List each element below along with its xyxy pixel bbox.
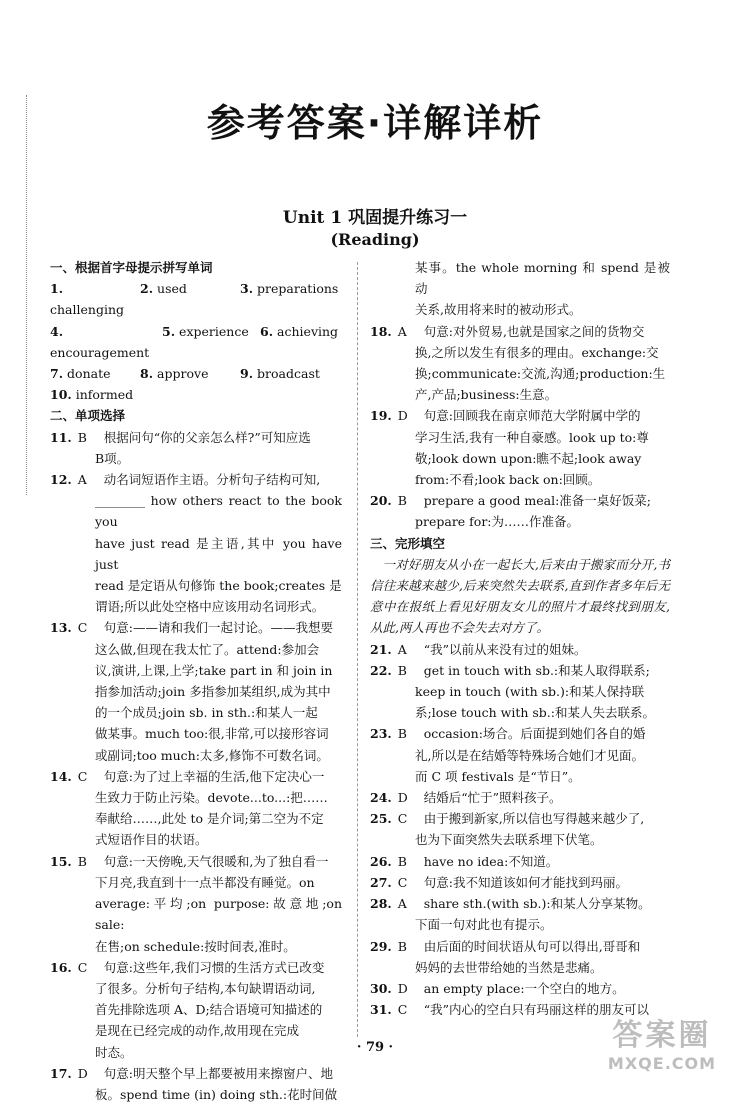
page-number: · 79 · bbox=[356, 1040, 394, 1055]
page-title: 参考答案·详解详析 bbox=[206, 101, 544, 145]
left-column bbox=[50, 257, 342, 1105]
answer-item: 30. D an empty place:一个空白的地方。 bbox=[370, 980, 625, 996]
answer-item: 14. C 句意:为了过上幸福的生活,他下定决心一 生致力于防止污染。devote...to...:把…… 奉献给……,此处 to 是介词;第二空为不定 式短语作目的状语。 bbox=[50, 768, 328, 848]
spelling-row: 7. donate 8. approve 9. broadcast bbox=[50, 366, 320, 382]
watermark bbox=[592, 1010, 732, 1073]
section-heading-spelling: 一、根据首字母提示拼写单词 bbox=[50, 260, 213, 275]
spelling-row: 4. encouragement 5. experience 6. achieving bbox=[50, 323, 339, 360]
section-heading-single-choice: 二、单项选择 bbox=[50, 408, 126, 424]
watermark-logo: 答案圈 bbox=[612, 1018, 712, 1053]
right-column bbox=[370, 257, 670, 1020]
column-divider bbox=[357, 262, 358, 1037]
spelling-row: 10. informed bbox=[50, 387, 134, 403]
binding-margin-decoration bbox=[0, 95, 27, 495]
answer-item: 25. C 由于搬到新家,所以信也写得越来越少了, 也为下面突然失去联系埋下伏笔。 bbox=[370, 811, 645, 848]
answer-continuation: 关系,故用将来时的被动形式。 bbox=[415, 302, 582, 318]
answer-item: 23. B occasion:场合。后面提到她们各自的婚 礼,所以是在结婚等特殊场合她们才见面。 而 C 项 festivals 是“节日”。 bbox=[370, 726, 646, 784]
answer-item: 16. C 句意:这些年,我们习惯的生活方式已改变 了很多。分析句子结构,本句缺谓语动词, 首先排除选项 A、D;结合语境可知描述的 是现在已经完成的动作,故用现在完成 时态。 bbox=[50, 959, 325, 1060]
answer-item: 12. A 动名词短语作主语。分析句子结构可知, ________ how others react to the book you have just read 是主语,其中 you have just read 是定语从句修饰 the book;creates 是 谓语;所以此处空格中应该用动名词形式。 bbox=[50, 472, 342, 615]
answer-item: 26. B have no idea:不知道。 bbox=[370, 853, 559, 869]
spelling-row: 1. challenging 2. used 3. preparations bbox=[50, 281, 339, 318]
answer-item: 24. D 结婚后“忙于”照料孩子。 bbox=[370, 790, 562, 806]
answer-item: 22. B get in touch with sb.:和某人取得联系; keep in touch (with sb.):和某人保持联 系;lose touch with sb.:和某人失去联系。 bbox=[370, 662, 655, 721]
unit-title: Unit 1 巩固提升练习一 bbox=[282, 208, 468, 228]
unit-subtitle: (Reading) bbox=[330, 230, 420, 249]
answer-item: 31. C “我”内心的空白只有玛丽这样的朋友可以 bbox=[370, 1002, 650, 1018]
answer-item: 19. D 句意:回顾我在南京师范大学附属中学的 学习生活,我有一种自豪感。look up to:尊 敬;look down upon:瞧不起;look away from:不看;look back on:回顾。 bbox=[370, 408, 649, 488]
answer-continuation: 某事。the whole morning 和 spend 是被动 bbox=[415, 260, 670, 297]
answer-item: 13. C 句意:——请和我们一起讨论。——我想要 这么做,但现在我太忙了。attend:参加会 议,演讲,上课,上学;take part in 和 join in 指参加活动;join 多指参加某组织,成为其中 的一个成员;join sb. in sth.:和某人一起 做某事。much too:很,非常,可以接形容词 或副词;too much:太多,修饰不可数名词。 bbox=[50, 620, 333, 763]
answer-item: 29. B 由后面的时间状语从句可以得出,哥哥和 妈妈的去世带给她的当然是悲痛。 bbox=[370, 938, 641, 975]
answer-item: 28. A share sth.(with sb.):和某人分享某物。 下面一句对此也有提示。 bbox=[370, 896, 651, 933]
answer-item: 20. B prepare a good meal:准备一桌好饭菜; prepare for:为……作准备。 bbox=[370, 493, 652, 530]
section-heading-cloze: 三、完形填空 bbox=[370, 535, 446, 551]
answer-item: 11. B 根据问句“你的父亲怎么样?”可知应选 B项。 bbox=[50, 429, 311, 466]
answer-item: 21. A “我”以前从来没有过的姐妹。 bbox=[370, 641, 587, 657]
answer-item: 15. B 句意:一天傍晚,天气很暖和,为了独自看一 下月亮,我直到十一点半都没有睡觉。on average:平均;on purpose:故意地;on sale: 在售;on schedule:按时间表,准时。 bbox=[50, 853, 342, 954]
answer-item: 18. A 句意:对外贸易,也就是国家之间的货物交 换,之所以发生有很多的理由。exchange:交 换;communicate:交流,沟通;production:生 产,产品;business:生意。 bbox=[370, 323, 666, 403]
passage-summary: 一对好朋友从小在一起长大,后来由于搬家而分开,书信往来越来越少,后来突然失去联系,直到作者多年后无意中在报纸上看见好朋友女儿的照片才最终找到朋友,从此,两人再也不会失去对方了。 bbox=[370, 556, 670, 636]
watermark-url: MXQE.COM bbox=[607, 1054, 717, 1073]
answer-item: 27. C 句意:我不知道该如何才能找到玛丽。 bbox=[370, 874, 628, 890]
spelling-answers bbox=[50, 278, 342, 405]
answer-item: 17. D 句意:明天整个早上都要被用来擦窗户、地 板。spend time (in) doing sth.:花时间做 bbox=[50, 1065, 338, 1102]
